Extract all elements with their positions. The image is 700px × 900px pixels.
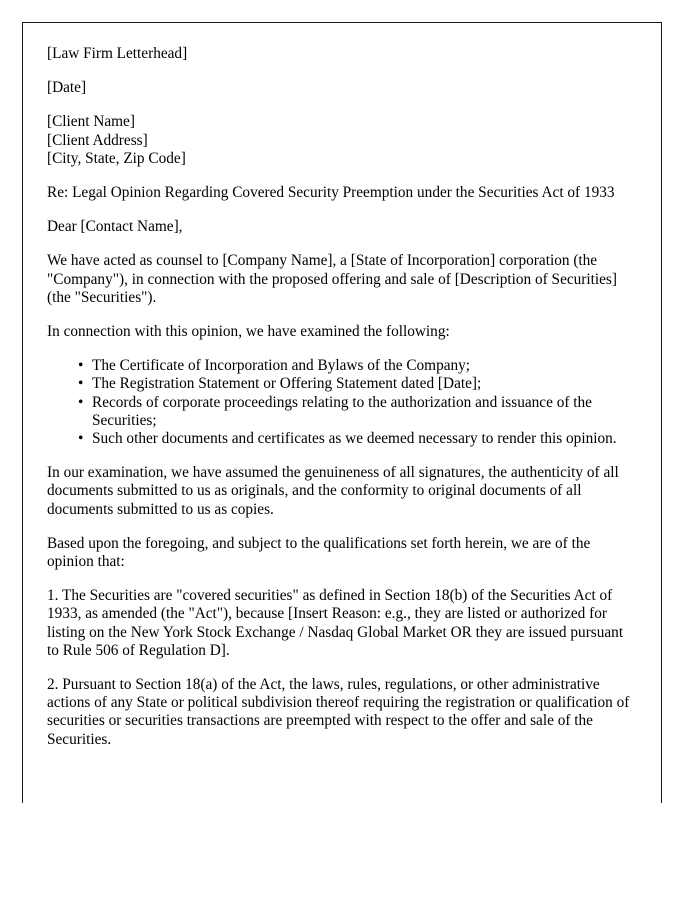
document-page [22, 22, 662, 803]
recipient-address: [Client Address] [47, 131, 148, 149]
intro-paragraph: We have acted as counsel to [Company Name], a [State of Incorporation] corporation (the "Company"), in connection with the proposed offering and sale of [Description of Securities] (the "Securities"). [47, 252, 617, 306]
subject-line: Re: Legal Opinion Regarding Covered Security Preemption under the Securities Act of 1933 [47, 184, 615, 202]
opinion-paragraph-2: 2. Pursuant to Section 18(a) of the Act, the laws, rules, regulations, or other administrative actions of any State or political subdivision thereof requiring the registration or qualification of securities or securities transactions are preempted with respect to the offer and sale of the Securities. [47, 676, 630, 748]
list-item-label: The Certificate of Incorporation and Bylaws of the Company; [92, 357, 471, 375]
salutation: Dear [Contact Name], [47, 218, 183, 236]
recipient-city-state-zip: [City, State, Zip Code] [47, 149, 186, 167]
date-placeholder: [Date] [47, 79, 87, 97]
bullet-icon: • [78, 357, 84, 375]
list-item-label: The Registration Statement or Offering Statement dated [Date]; [92, 375, 482, 393]
bullet-icon: • [78, 393, 84, 411]
list-item-label: Such other documents and certificates as we deemed necessary to render this opinion. [92, 430, 617, 448]
bullet-icon: • [78, 430, 84, 448]
recipient-address-block [47, 113, 632, 168]
bullet-icon: • [78, 375, 84, 393]
opinion-paragraph-1: 1. The Securities are "covered securities" as defined in Section 18(b) of the Securities Act of 1933, as amended (the "Act"), because [Insert Reason: e.g., they are listed or authorized for listing on the New York Stock Exchange / Nasdaq Global Market OR they are issued pursuant to Rule 506 of Regulation D]. [47, 587, 624, 659]
examination-lead-in: In connection with this opinion, we have examined the following: [47, 323, 450, 341]
examined-documents-list [47, 357, 632, 448]
letterhead-placeholder: [Law Firm Letterhead] [47, 45, 188, 62]
list-item [47, 357, 632, 375]
list-item [47, 375, 632, 393]
assumptions-paragraph: In our examination, we have assumed the genuineness of all signatures, the authenticity of all documents submitted to us as originals, and the conformity to original documents of all documents submitted to us as copies. [47, 464, 619, 518]
recipient-name: [Client Name] [47, 113, 135, 131]
list-item [47, 430, 632, 448]
letter-body [47, 45, 632, 765]
list-item-label: Records of corporate proceedings relating to the authorization and issuance of the Securities; [92, 393, 592, 429]
list-item [47, 394, 632, 430]
opinion-lead-in: Based upon the foregoing, and subject to the qualifications set forth herein, we are of the opinion that: [47, 534, 591, 571]
